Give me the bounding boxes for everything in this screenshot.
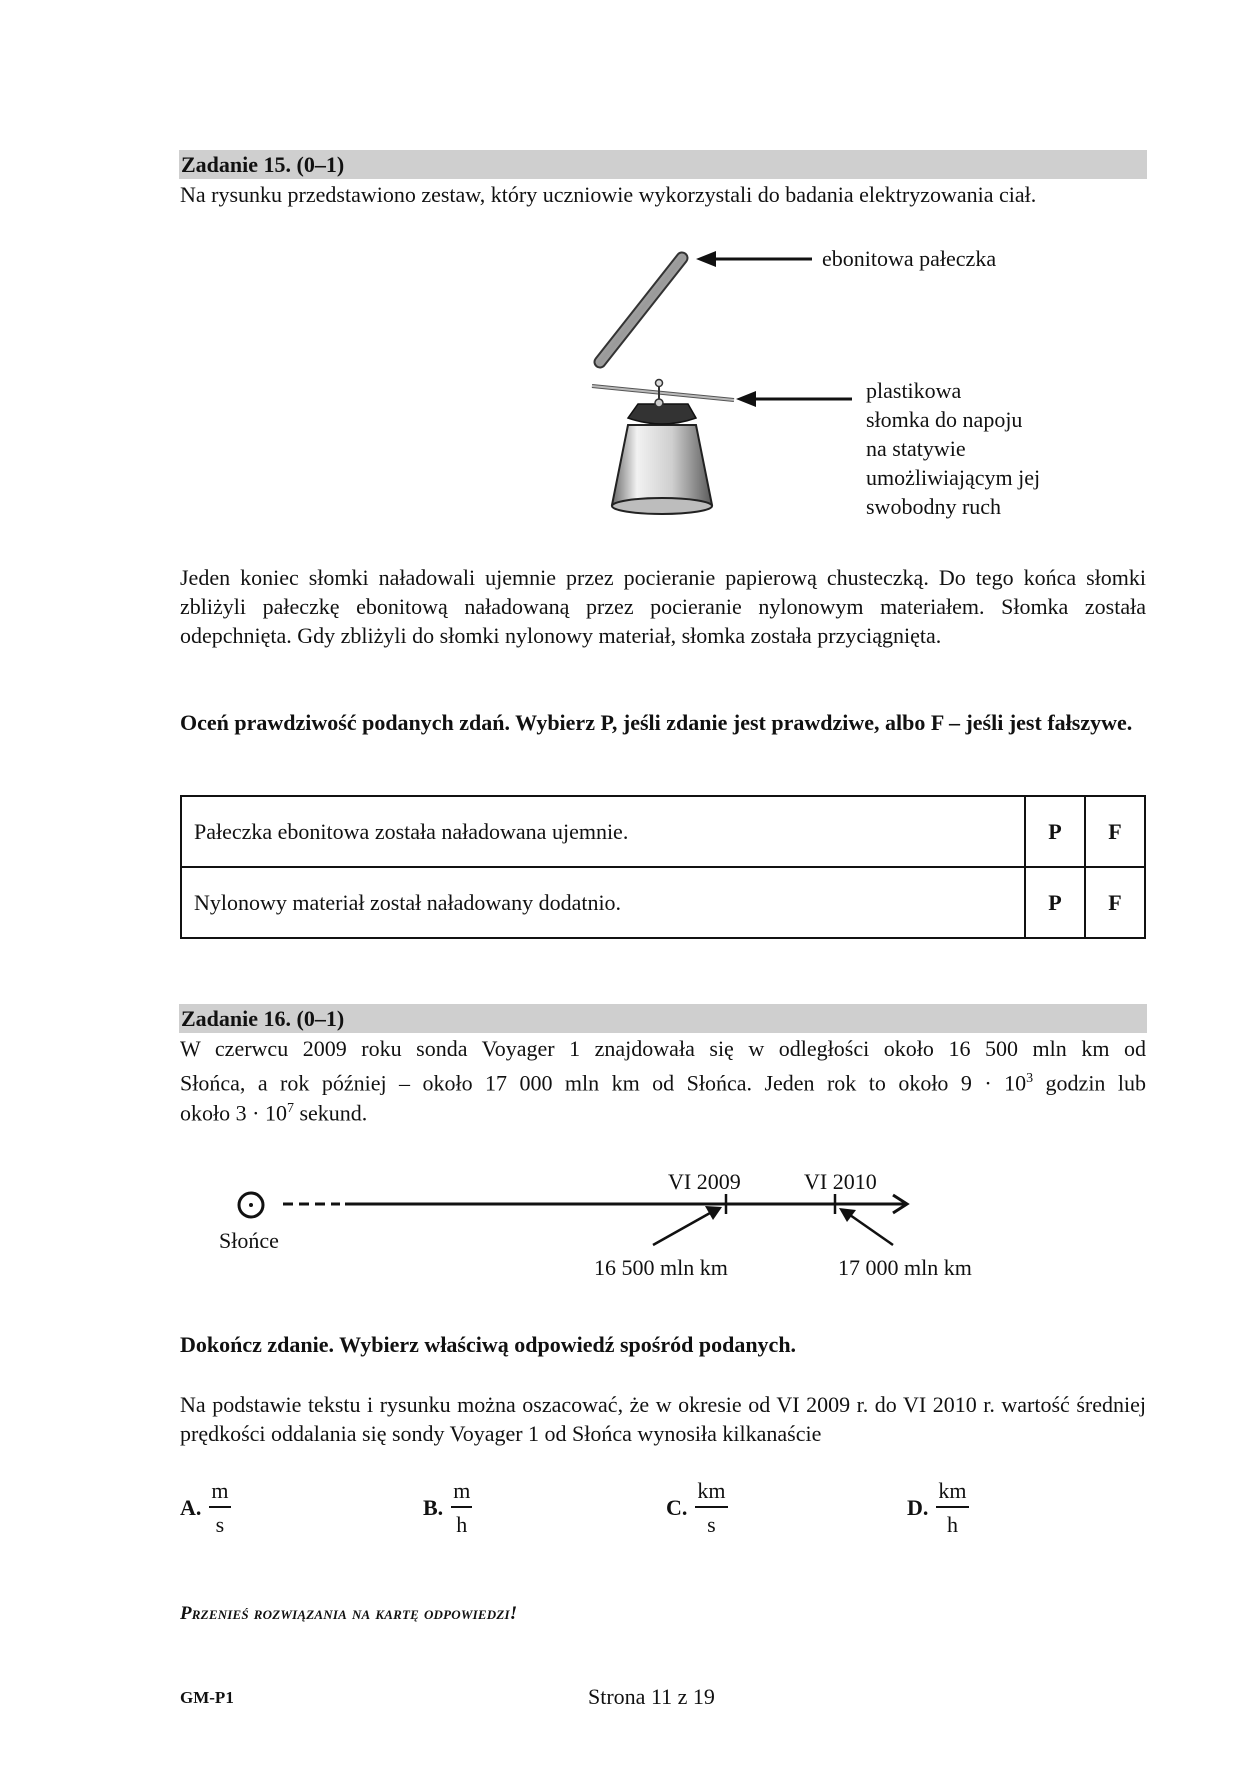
option-letter: B.	[423, 1495, 444, 1520]
task-16-instruction: Dokończ zdanie. Wybierz właściwą odpowiedź spośród podanych.	[180, 1332, 797, 1357]
answer-option-d[interactable]	[907, 1468, 969, 1548]
rod-label: ebonitowa pałeczka	[822, 246, 997, 271]
answer-true-option[interactable]: P	[1025, 867, 1085, 938]
answer-false-option[interactable]: F	[1085, 867, 1145, 938]
intro-text: sekund.	[293, 1100, 368, 1126]
distance-label-2009: 16 500 mln km	[594, 1255, 728, 1280]
exam-code: GM-P1	[180, 1688, 234, 1707]
exponent: 3	[1026, 1071, 1034, 1086]
option-letter: A.	[180, 1495, 202, 1520]
answer-options	[180, 1468, 1146, 1548]
straw-label-line-4: umożliwiającym jej	[866, 465, 1041, 490]
sun-icon	[239, 1193, 263, 1217]
unit-fraction	[209, 1478, 230, 1538]
distance-label-2010: 17 000 mln km	[838, 1255, 972, 1280]
fraction-numerator: m	[451, 1478, 472, 1508]
exponent: 7	[286, 1101, 294, 1116]
fraction-denominator: h	[456, 1512, 468, 1537]
option-letter: C.	[666, 1495, 688, 1520]
answer-false-option[interactable]: F	[1085, 796, 1145, 867]
straw-label-line-2: słomka do napoju	[866, 407, 1023, 432]
statement-text: Pałeczka ebonitowa została naładowana ujemnie.	[181, 796, 1025, 867]
intro-text: Słońca, a rok później – około 17 000 mln km od Słońca. Jeden rok to około 9 · 10	[180, 1070, 1027, 1096]
statement-text: Nylonowy materiał został naładowany dodatnio.	[181, 867, 1025, 938]
unit-fraction	[451, 1478, 472, 1538]
transfer-answers-note: Przenieś rozwiązania na kartę odpowiedzi!	[180, 1603, 518, 1624]
fraction-numerator: m	[209, 1478, 230, 1508]
straw-label-line-1: plastikowa	[866, 378, 962, 403]
fraction-denominator: s	[215, 1512, 225, 1537]
task-16-question: Na podstawie tekstu i rysunku można oszacować, że w okresie od VI 2009 r. do VI 2010 r. wartość średniej prędkości oddalania się sondy Voyager 1 od Słońca wynosiła kilkanaście	[180, 1392, 1146, 1446]
fraction-numerator: km	[936, 1478, 968, 1508]
fraction-numerator: km	[695, 1478, 727, 1508]
intro-text: godzin lub	[1033, 1070, 1146, 1096]
task-15-instruction: Oceń prawdziwość podanych zdań. Wybierz P, jeśli zdanie jest prawdziwe, albo F – jeśli jest fałszywe.	[180, 710, 1133, 735]
intro-text: około 3 · 10	[180, 1100, 287, 1126]
answer-option-b[interactable]	[423, 1468, 472, 1548]
task-15-description: Jeden koniec słomki naładowali ujemnie przez pocieranie papierową chusteczką. Do tego końca słomki zbliżyli pałeczkę ebonitową naładowaną przez pocieranie nylonowym materiałem. Słomka została odepchnięta. Gdy zbliżyli do słomki nylonowy materiał, słomka została przyciągnięta.	[180, 565, 1146, 648]
option-letter: D.	[907, 1495, 929, 1520]
task-16-intro-line-1: W czerwcu 2009 roku sonda Voyager 1 znajdowała się w odległości około 16 500 mln km od	[180, 1036, 1146, 1061]
fraction-denominator: s	[707, 1512, 716, 1537]
fraction-denominator: h	[946, 1512, 958, 1537]
pointer-arrow-2009	[653, 1206, 722, 1245]
answer-option-c[interactable]	[666, 1468, 728, 1548]
task-15-intro: Na rysunku przedstawiono zestaw, który uczniowie wykorzystali do badania elektryzowania ciał.	[180, 182, 1037, 207]
unit-fraction	[936, 1478, 968, 1538]
page-number: Strona 11 z 19	[588, 1684, 715, 1709]
straw-label-line-5: swobodny ruch	[866, 494, 1002, 519]
pointer-arrow-2010	[839, 1208, 893, 1245]
answer-option-a[interactable]	[180, 1468, 231, 1548]
answer-true-option[interactable]: P	[1025, 796, 1085, 867]
task-15-header: Zadanie 15. (0–1)	[179, 150, 1147, 179]
straw-label-line-3: na statywie	[866, 436, 966, 461]
task-16-header: Zadanie 16. (0–1)	[179, 1004, 1147, 1033]
mark-label-2010: VI 2010	[804, 1169, 877, 1194]
sun-label: Słońce	[219, 1228, 279, 1253]
mark-label-2009: VI 2009	[668, 1169, 741, 1194]
unit-fraction	[695, 1478, 727, 1538]
